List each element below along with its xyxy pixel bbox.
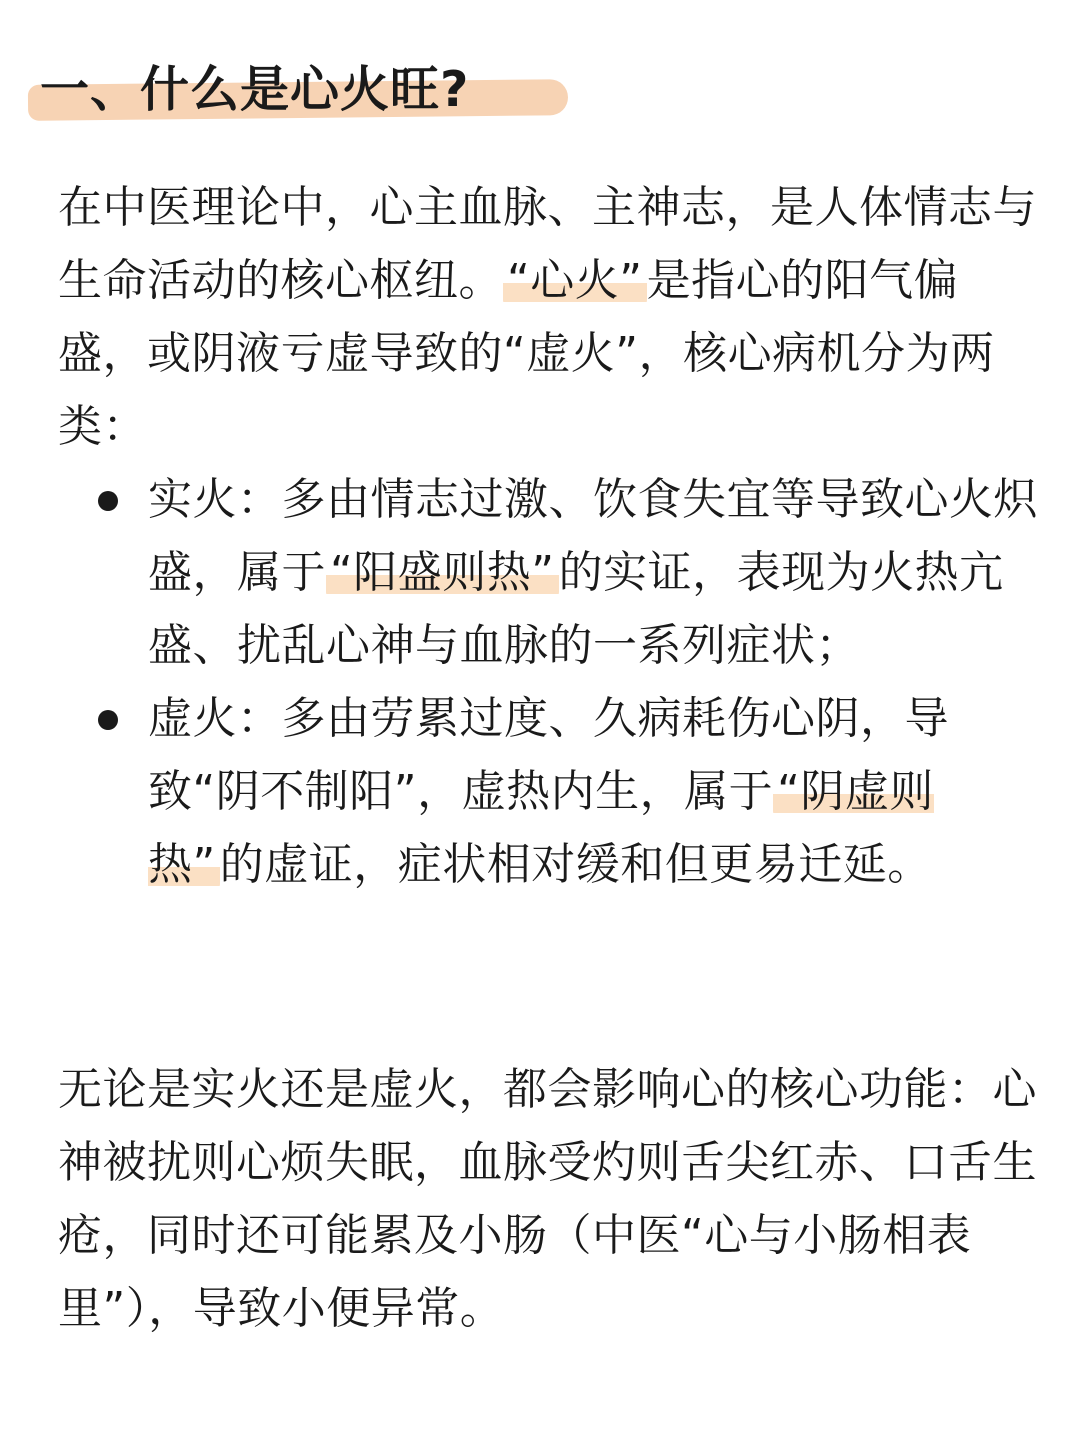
bullet-list xyxy=(0,463,1080,901)
bullet-text-after: 的虚证，症状相对缓和但更易迁延。 xyxy=(219,839,932,890)
bullet-item-xuhuo xyxy=(0,682,1038,901)
intro-text-after: 是指心的阳气偏盛，或阴液亏虚导致的“虚火”，核心病机分为两类： xyxy=(58,255,995,452)
bullet-highlight-term: “阴虚则热” xyxy=(148,766,934,890)
bullet-text-before: 虚火：多由劳累过度、久病耗伤心阴，导致“阴不制阳”，虚热内生，属于 xyxy=(148,693,949,817)
intro-text-before: 在中医理论中，心主血脉、主神志，是人体情志与生命活动的核心枢纽。 xyxy=(58,182,1037,306)
outro-paragraph: 无论是实火还是虚火，都会影响心的核心功能：心神被扰则心烦失眠，血脉受灼则舌尖红赤、口舌生疮，同时还可能累及小肠（中医“心与小肠相表里”），导致小便异常。 xyxy=(58,1064,1037,1334)
bullet-text-after: 的实证，表现为火热亢盛、扰乱心神与血脉的一系列症状； xyxy=(148,547,1004,671)
bullet-dot-icon xyxy=(98,491,118,511)
bullet-dot-icon xyxy=(98,710,118,730)
section-heading xyxy=(40,50,469,130)
intro-paragraph xyxy=(58,171,1038,463)
intro-highlight-term: “心火” xyxy=(503,255,647,306)
bullet-highlight-term: “阳盛则热” xyxy=(326,547,559,598)
bullet-item-shihuo xyxy=(0,463,1038,682)
heading-title: 一、什么是心火旺? xyxy=(40,61,470,118)
bullet-text-before: 实火：多由情志过激、饮食失宜等导致心火炽盛，属于 xyxy=(148,474,1038,598)
